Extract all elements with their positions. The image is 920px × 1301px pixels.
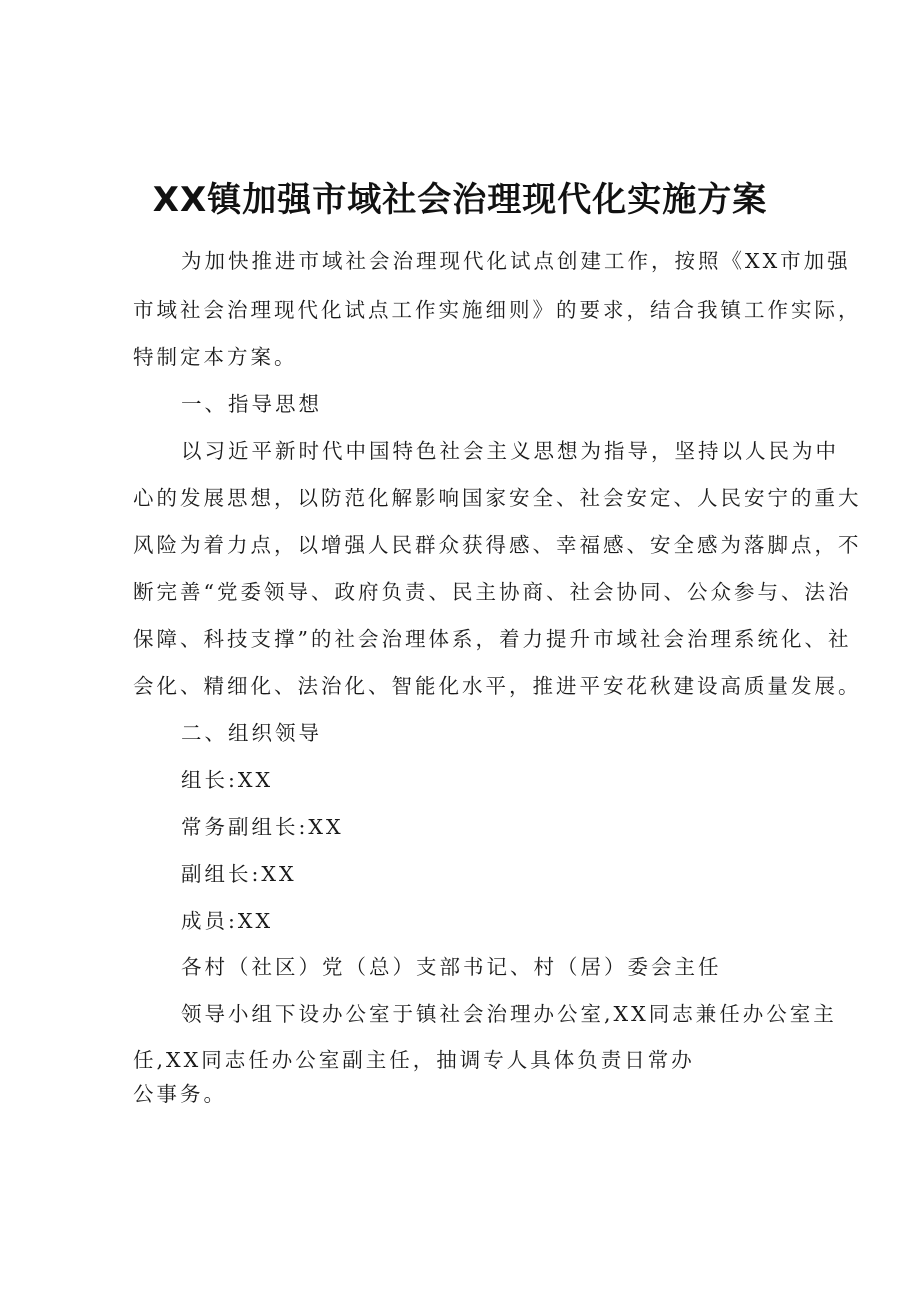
paragraph-intro-line-3: 特制定本方案。 [133,345,298,369]
paragraph-ideology-line-1: 以习近平新时代中国特色社会主义思想为指导，坚持以人民为中 [181,439,839,463]
members-detail: 各村（社区）党（总）支部书记、村（居）委会主任 [181,955,722,979]
section-heading-organization: 二、组织领导 [181,721,322,745]
paragraph-ideology-line-5: 保障、科技支撑”的社会治理体系，着力提升市域社会治理系统化、社 [133,627,852,651]
paragraph-office-line-2: 任,XX同志任办公室副主任，抽调专人具体负责日常办 [133,1048,695,1072]
paragraph-ideology-line-6: 会化、精细化、法治化、智能化水平，推进平安花秋建设高质量发展。 [133,674,862,698]
executive-deputy-leader: 常务副组长:XX [181,815,344,839]
paragraph-intro-line-2: 市域社会治理现代化试点工作实施细则》的要求，结合我镇工作实际， [133,298,862,322]
deputy-leader: 副组长:XX [181,862,297,886]
section-heading-guiding-ideology: 一、指导思想 [181,392,322,416]
paragraph-ideology-line-3: 风险为着力点，以增强人民群众获得感、幸福感、安全感为落脚点，不 [133,533,862,557]
paragraph-ideology-line-4: 断完善“党委领导、政府负责、民主协商、社会协同、公众参与、法治 [133,580,852,604]
document-title: XX镇加强市域社会治理现代化实施方案 [152,180,768,220]
paragraph-office-line-1: 领导小组下设办公室于镇社会治理办公室,XX同志兼任办公室主 [181,1002,837,1026]
paragraph-intro-line-1: 为加快推进市域社会治理现代化试点创建工作，按照《XX市加强 [181,249,851,273]
paragraph-ideology-line-2: 心的发展思想，以防范化解影响国家安全、社会安定、人民安宁的重大 [133,486,862,510]
team-leader: 组长:XX [181,768,274,792]
paragraph-office-line-3: 公事务。 [133,1082,227,1106]
members: 成员:XX [181,909,274,933]
